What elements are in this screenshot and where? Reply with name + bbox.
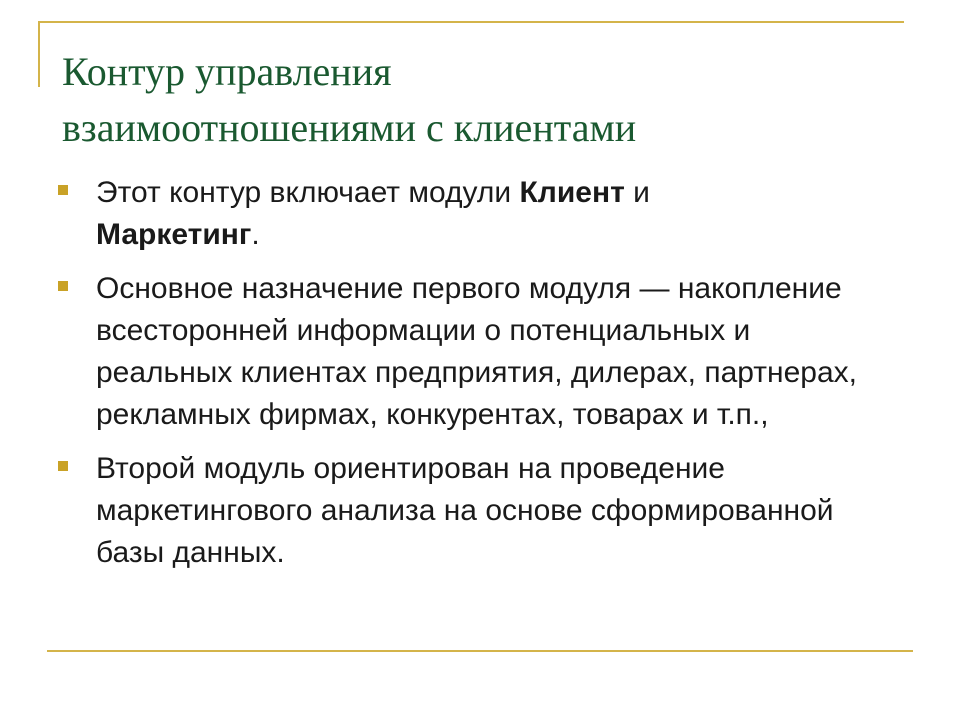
slide-title	[62, 44, 922, 156]
bullet-item-3	[58, 448, 858, 574]
bullet-2-text: Основное назначение первого модуля — накопление всесторонней информации о потенциальных и реальных клиентах предприятия, дилерах, партнерах, рекламных фирмах, конкурентах, товарах и т.п.,	[96, 272, 858, 431]
top-rule	[38, 21, 904, 23]
bullet-list	[58, 172, 858, 586]
title-line-2: взаимоотношениями с клиентами	[62, 105, 637, 150]
bullet-1-text-before: Этот контур включает модули	[96, 176, 520, 209]
square-bullet-icon	[58, 461, 68, 471]
bullet-1-text-after: .	[251, 218, 260, 251]
bullet-item-2	[58, 268, 858, 436]
left-rule	[38, 21, 40, 87]
bottom-rule	[47, 650, 913, 652]
square-bullet-icon	[58, 281, 68, 291]
square-bullet-icon	[58, 185, 68, 195]
bullet-3-text: Второй модуль ориентирован на проведение маркетингового анализа на основе сформированной базы данных.	[96, 452, 834, 569]
bullet-1-bold-client: Клиент	[519, 176, 625, 209]
title-line-1: Контур управления	[62, 49, 392, 94]
bullet-item-1	[58, 172, 858, 256]
bullet-1-bold-marketing: Маркетинг	[96, 218, 252, 251]
bullet-1-text-mid: и	[624, 176, 650, 209]
